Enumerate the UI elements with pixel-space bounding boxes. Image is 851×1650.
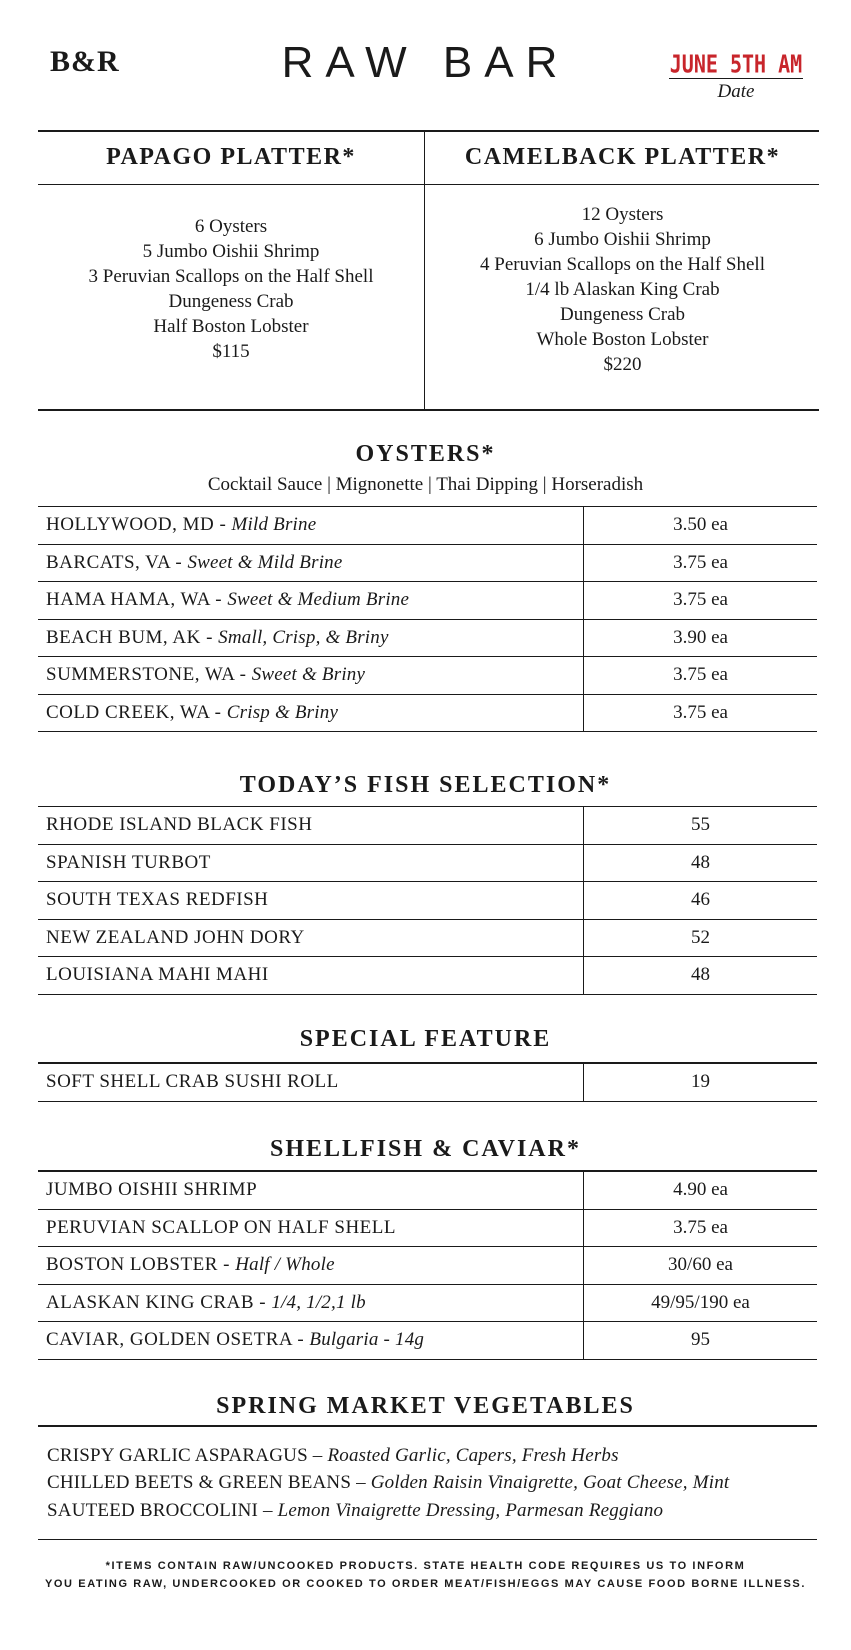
restaurant-logo: B&R	[50, 45, 120, 78]
table-row	[38, 620, 817, 658]
table-row	[38, 882, 817, 920]
platter-item: 1/4 lb Alaskan King Crab	[525, 279, 720, 300]
platter-item: Whole Boston Lobster	[536, 329, 709, 350]
item-name: SOFT SHELL CRAB SUSHI ROLL	[46, 1071, 339, 1092]
health-disclaimer-line: YOU EATING RAW, UNDERCOOKED OR COOKED TO ORDER MEAT/FISH/EGGS MAY CAUSE FOOD BORNE ILLNESS.	[44, 1578, 807, 1590]
item-price: 19	[583, 1064, 817, 1101]
table-row	[38, 1064, 817, 1102]
item-price: 95	[583, 1322, 817, 1359]
item-price: 3.75 ea	[583, 582, 817, 619]
platters-section	[38, 130, 819, 411]
item-price: 3.75 ea	[583, 545, 817, 582]
oysters-table	[38, 506, 817, 732]
fish-table	[38, 806, 817, 995]
item-name: NEW ZEALAND JOHN DORY	[46, 926, 305, 948]
item-price: 52	[583, 920, 817, 957]
table-row	[38, 582, 817, 620]
item-name: COLD CREEK, WA - Crisp & Briny	[46, 701, 339, 723]
item-price: 30/60 ea	[583, 1247, 817, 1284]
oysters-sauces: Cocktail Sauce | Mignonette | Thai Dipping | Horseradish	[207, 474, 644, 495]
special-table	[38, 1062, 817, 1102]
platter-title: PAPAGO PLATTER*	[106, 144, 356, 170]
handwritten-date: JUNE 5TH AM	[669, 48, 803, 79]
item-name: HOLLYWOOD, MD - Mild Brine	[46, 514, 317, 535]
item-name: HAMA HAMA, WA - Sweet & Medium Brine	[46, 589, 410, 610]
platter-price: $115	[212, 341, 250, 362]
page-title: RAW BAR	[281, 38, 570, 87]
table-row	[38, 957, 817, 995]
item-name: ALASKAN KING CRAB - 1/4, 1/2,1 lb	[46, 1291, 366, 1313]
item-price: 3.75 ea	[583, 1210, 817, 1247]
item-price: 3.75 ea	[583, 657, 817, 694]
platter-items	[426, 202, 819, 377]
table-row	[38, 920, 817, 958]
item-name: SOUTH TEXAS REDFISH	[46, 889, 269, 910]
table-row	[38, 1285, 817, 1323]
health-disclaimer-line: *ITEMS CONTAIN RAW/UNCOOKED PRODUCTS. STATE HEALTH CODE REQUIRES US TO INFORM	[105, 1560, 746, 1572]
platter-item: 12 Oysters	[581, 204, 664, 225]
item-name: BARCATS, VA - Sweet & Mild Brine	[46, 551, 343, 573]
item-price: 48	[583, 845, 817, 882]
platter-item: 6 Jumbo Oishii Shrimp	[534, 229, 711, 250]
table-row	[38, 1210, 817, 1248]
special-title: SPECIAL FEATURE	[299, 1026, 552, 1052]
item-name: PERUVIAN SCALLOP ON HALF SHELL	[46, 1216, 396, 1238]
platter-item: 6 Oysters	[194, 216, 268, 237]
item-price: 49/95/190 ea	[583, 1285, 817, 1322]
platters-divider	[424, 132, 425, 409]
item-name: CAVIAR, GOLDEN OSETRA - Bulgaria - 14g	[46, 1329, 425, 1350]
item-name: JUMBO OISHII SHRIMP	[46, 1179, 258, 1200]
table-row	[38, 1322, 817, 1360]
date-block	[661, 48, 811, 103]
platter-item: 5 Jumbo Oishii Shrimp	[142, 241, 320, 262]
item-price: 4.90 ea	[583, 1172, 817, 1209]
item-name: SPANISH TURBOT	[46, 851, 211, 873]
platter-price: $220	[603, 354, 642, 375]
table-row	[38, 695, 817, 733]
vegetable-item: CHILLED BEETS & GREEN BEANS – Golden Raisin Vinaigrette, Goat Cheese, Mint	[47, 1472, 730, 1493]
table-row	[38, 657, 817, 695]
table-row	[38, 1172, 817, 1210]
item-name: RHODE ISLAND BLACK FISH	[46, 814, 313, 835]
platters-header-rule	[38, 184, 819, 185]
platter-title: CAMELBACK PLATTER*	[464, 144, 781, 170]
vegetables-list	[38, 1425, 817, 1540]
item-price: 3.75 ea	[583, 695, 817, 732]
item-price: 48	[583, 957, 817, 994]
platter-item: Dungeness Crab	[168, 291, 294, 312]
oysters-title: OYSTERS*	[355, 441, 496, 467]
item-name: LOUISIANA MAHI MAHI	[46, 964, 269, 985]
platter-items	[38, 214, 424, 364]
item-price: 55	[583, 807, 817, 844]
vegetable-item: CRISPY GARLIC ASPARAGUS – Roasted Garlic, Capers, Fresh Herbs	[47, 1445, 619, 1466]
item-price: 3.90 ea	[583, 620, 817, 657]
table-row	[38, 507, 817, 545]
table-row	[38, 807, 817, 845]
vegetable-item: SAUTEED BROCCOLINI – Lemon Vinaigrette Dressing, Parmesan Reggiano	[47, 1500, 664, 1521]
item-name: BEACH BUM, AK - Small, Crisp, & Briny	[46, 626, 389, 648]
table-row	[38, 1247, 817, 1285]
item-price: 46	[583, 882, 817, 919]
item-name: BOSTON LOBSTER - Half / Whole	[46, 1254, 335, 1275]
table-row	[38, 845, 817, 883]
shellfish-title: SHELLFISH & CAVIAR*	[270, 1136, 581, 1162]
shellfish-table	[38, 1170, 817, 1360]
fish-title: TODAY’S FISH SELECTION*	[239, 772, 612, 798]
vegetables-title: SPRING MARKET VEGETABLES	[216, 1393, 635, 1419]
table-row	[38, 545, 817, 583]
platter-item: 3 Peruvian Scallops on the Half Shell	[88, 266, 374, 287]
platter-item: 4 Peruvian Scallops on the Half Shell	[480, 254, 765, 275]
platter-item: Dungeness Crab	[559, 304, 686, 325]
date-label: Date	[717, 81, 755, 102]
platter-item: Half Boston Lobster	[153, 316, 309, 337]
item-name: SUMMERSTONE, WA - Sweet & Briny	[46, 664, 366, 685]
item-price: 3.50 ea	[583, 507, 817, 544]
